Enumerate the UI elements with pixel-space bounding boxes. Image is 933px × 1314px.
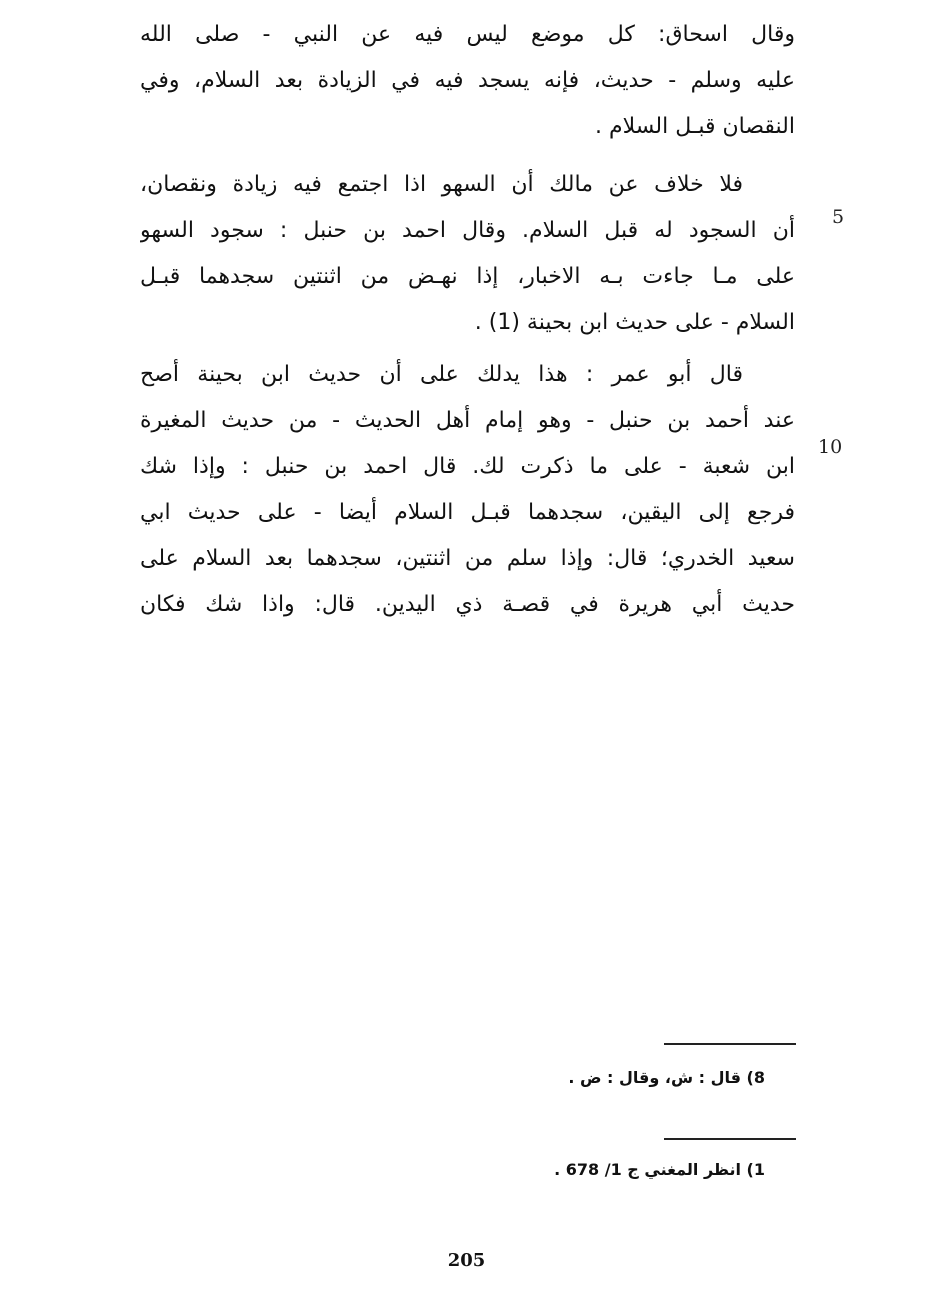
paragraph-3: [140, 352, 795, 628]
text-line: فلا خلاف عن مالك أن السهو اذا اجتمع فيه زيادة ونقصان،: [140, 172, 743, 197]
text-line: عليه وسلم - حديث، فإنه يسجد فيه في الزيادة بعد السلام، وفي: [140, 68, 795, 93]
line-number-5: 5: [832, 206, 845, 228]
footnote-reference: 1) انظر المغني ج 1/ 678 .: [554, 1160, 765, 1179]
text-line: قال أبو عمر : هذا يدلك على أن حديث ابن بحينة أصح: [140, 362, 743, 387]
footnote-variant: 8) قال : ش، وقال : ض .: [568, 1068, 765, 1087]
text-line: عند أحمد بن حنبل - وهو إمام أهل الحديث - من حديث المغيرة: [140, 408, 795, 433]
text-line: سعيد الخدري؛ قال: وإذا سلم من اثنتين، سجدهما بعد السلام على: [140, 546, 795, 571]
text-line: النقصان قبـل السلام .: [595, 114, 795, 139]
paragraph-2: [140, 162, 795, 346]
text-line: ابن شعبة - على ما ذكرت لك. قال احمد بن حنبل : وإذا شك: [140, 454, 795, 479]
page-number: 205: [447, 1250, 486, 1271]
text-line: وقال اسحاق: كل موضع ليس فيه عن النبي - صلى الله: [140, 22, 795, 47]
line-number-10: 10: [818, 436, 843, 458]
text-line: أن السجود له قبل السلام. وقال احمد بن حنبل : سجود السهو: [140, 218, 795, 243]
text-line: حديث أبي هريرة في قصـة ذي اليدين. قال: واذا شك فكان: [140, 592, 795, 617]
footnote-divider: [664, 1138, 796, 1140]
text-line: فرجع إلى اليقين، سجدهما قبـل السلام أيضا - على حديث ابي: [140, 500, 795, 525]
text-line: السلام - على حديث ابن بحينة (1) .: [474, 310, 795, 335]
text-line: على مـا جاءت بـه الاخبار، إذا نهـض من اثنتين سجدهما قبـل: [140, 264, 795, 289]
footnote-divider: [664, 1043, 796, 1045]
paragraph-1: [140, 12, 795, 150]
